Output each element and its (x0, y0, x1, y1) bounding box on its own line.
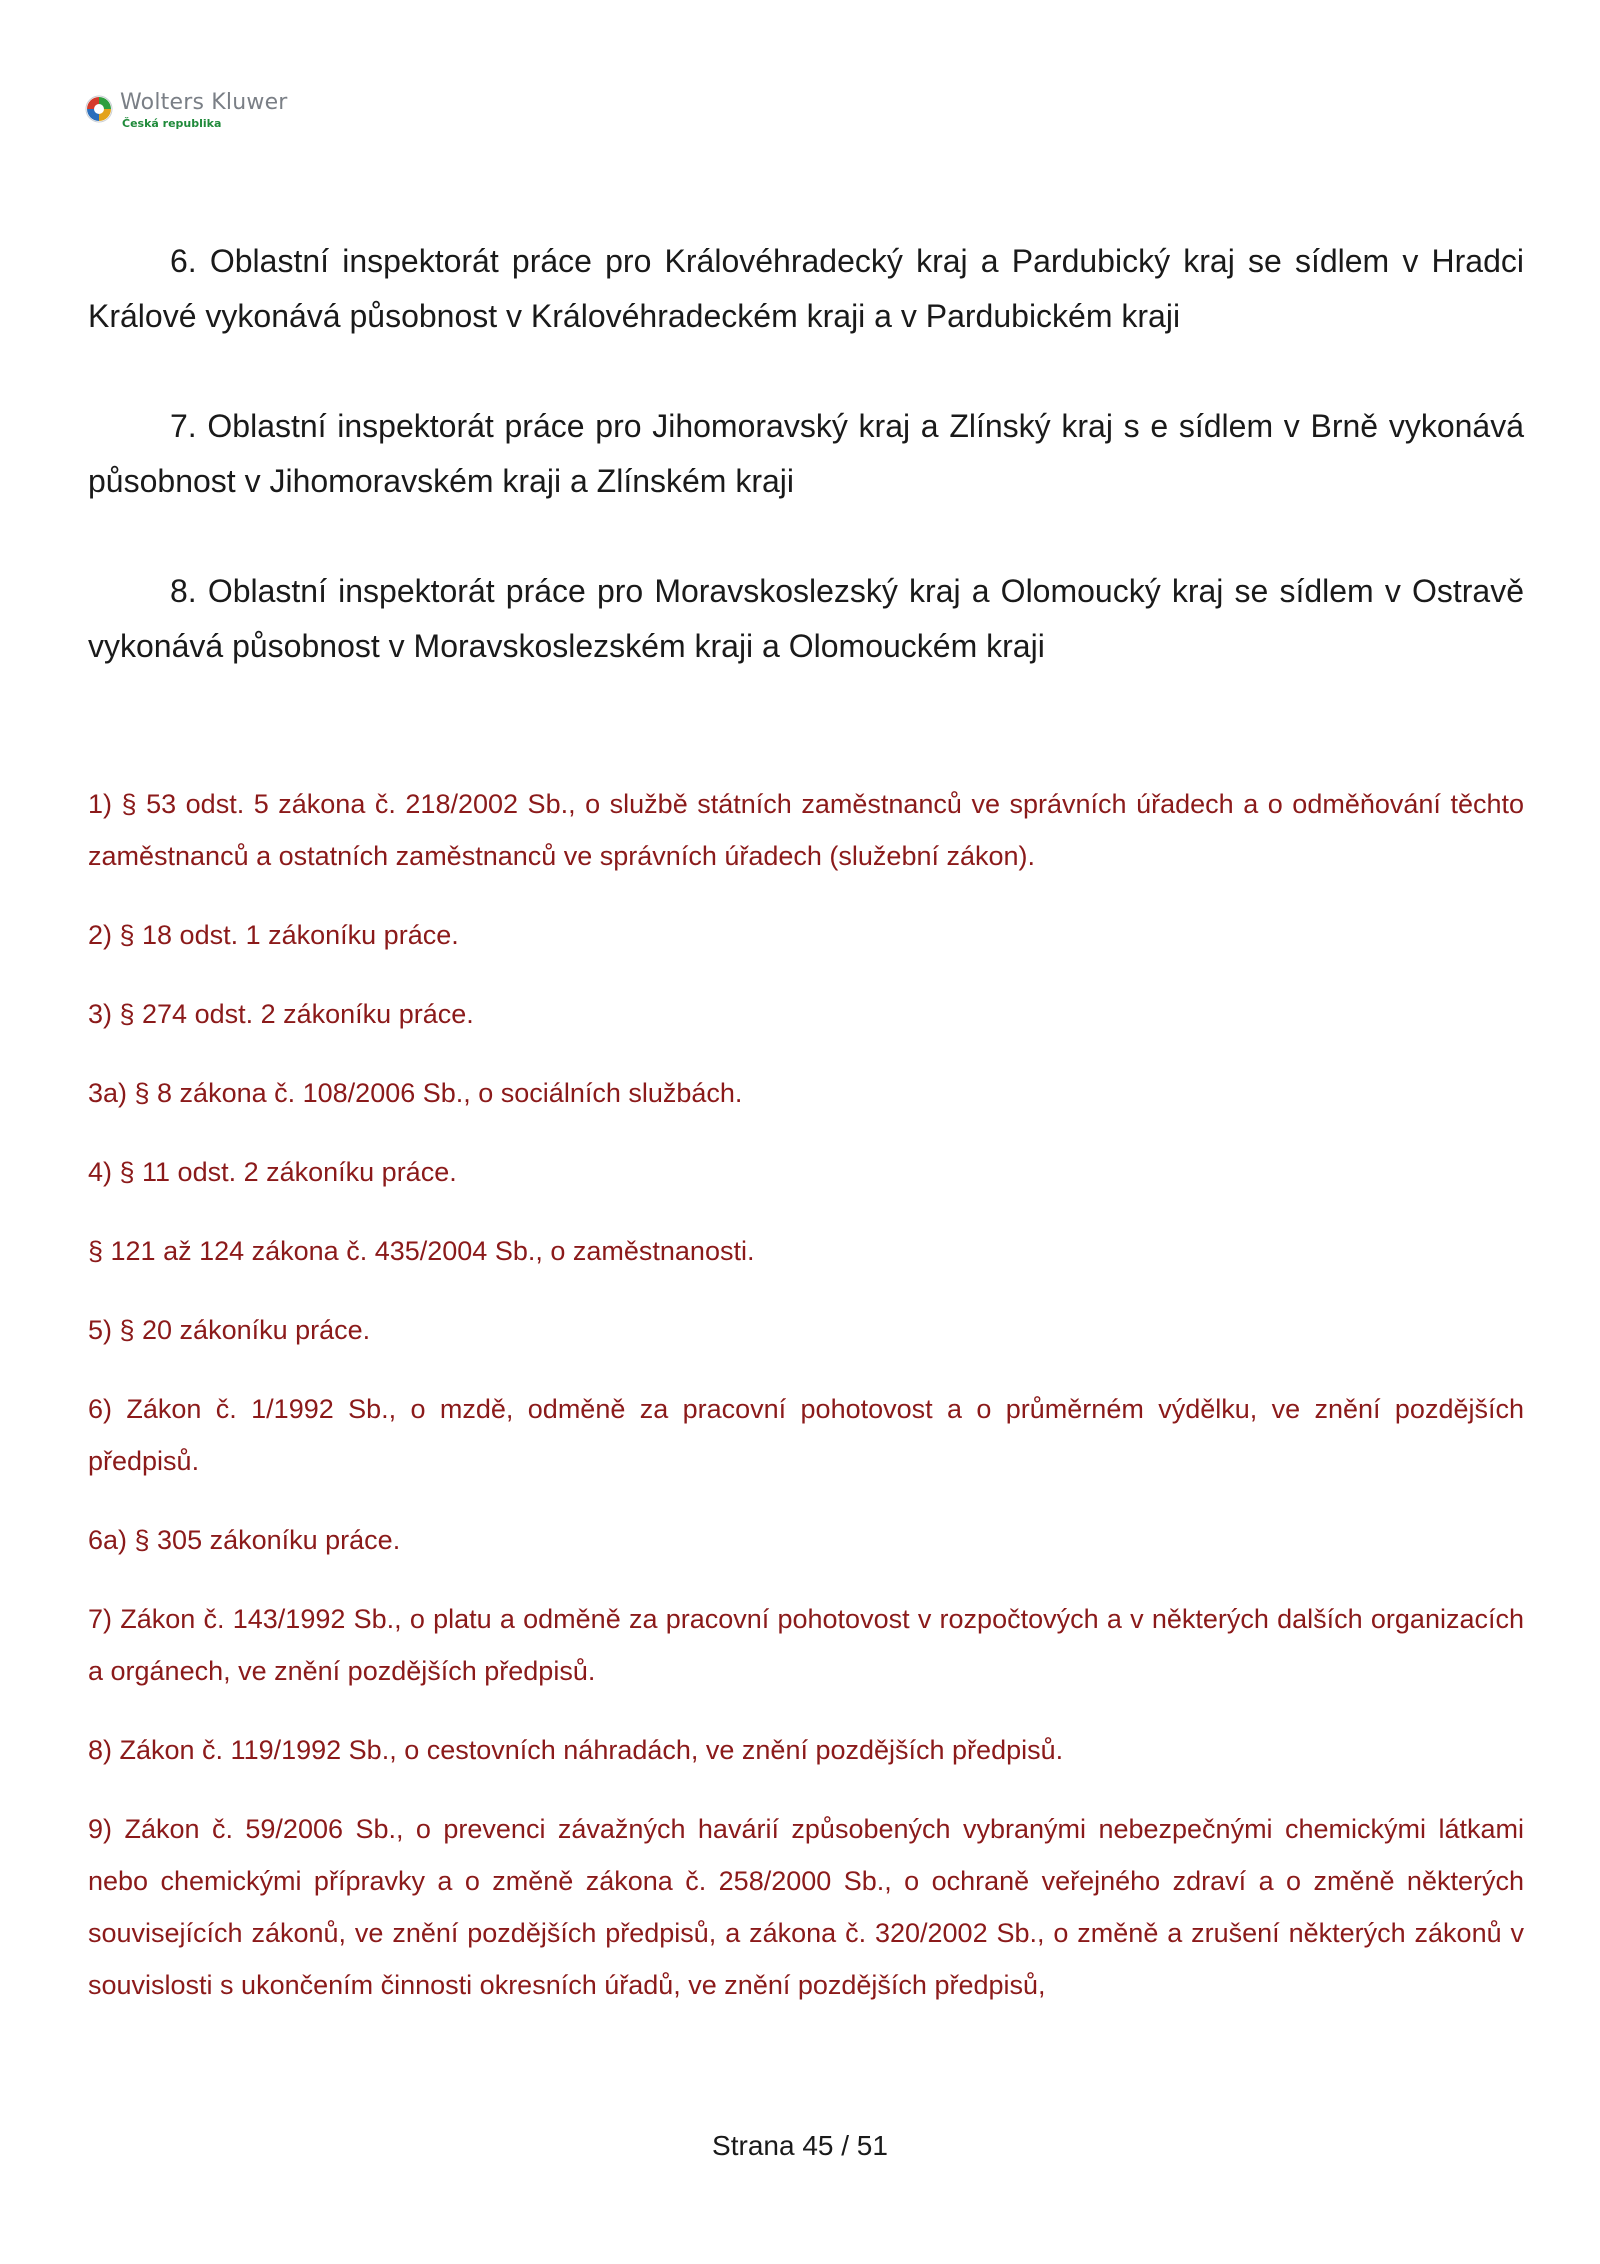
logo-name: Wolters Kluwer (120, 90, 288, 115)
footnote: 9) Zákon č. 59/2006 Sb., o prevenci závažných havárií způsobených vybranými nebezpečnými chemickými látkami nebo chemickými přípravky a o změně zákona č. 258/2000 Sb., o ochraně veřejného zdraví a o změně některých souvisejících zákonů, ve znění pozdějších předpisů, a zákona č. 320/2002 Sb., o změně a zrušení některých zákonů v souvislosti s ukončením činnosti okresních úřadů, ve znění pozdějších předpisů, (88, 1814, 1524, 2000)
footnote: 6) Zákon č. 1/1992 Sb., o mzdě, odměně za pracovní pohotovost a o průměrném výdělku, ve znění pozdějších předpisů. (88, 1394, 1524, 1476)
footnote: § 121 až 124 zákona č. 435/2004 Sb., o zaměstnanosti. (88, 1236, 755, 1266)
footnote: 4) § 11 odst. 2 zákoníku práce. (88, 1157, 457, 1187)
section-paragraph-7: 7. Oblastní inspektorát práce pro Jihomoravský kraj a Zlínský kraj s e sídlem v Brně vykonává působnost v Jihomoravském kraji a Zlínském kraji (88, 408, 1524, 499)
wolters-kluwer-logo (84, 92, 288, 129)
wolters-kluwer-emblem-icon (84, 94, 114, 124)
footnote: 8) Zákon č. 119/1992 Sb., o cestovních náhradách, ve znění pozdějších předpisů. (88, 1735, 1064, 1765)
section-paragraph-8: 8. Oblastní inspektorát práce pro Moravskoslezský kraj a Olomoucký kraj se sídlem v Ostravě vykonává působnost v Moravskoslezském kraji a Olomouckém kraji (88, 573, 1524, 664)
section-paragraph-6: 6. Oblastní inspektorát práce pro Královéhradecký kraj a Pardubický kraj se sídlem v Hradci Králové vykonává působnost v Královéhradeckém kraji a v Pardubickém kraji (88, 243, 1524, 334)
footnote: 2) § 18 odst. 1 zákoníku práce. (88, 920, 459, 950)
main-content (88, 234, 1524, 729)
footnotes-list (88, 778, 1524, 2038)
footnote: 3) § 274 odst. 2 zákoníku práce. (88, 999, 474, 1029)
footnote: 6a) § 305 zákoníku práce. (88, 1525, 401, 1555)
footnote: 5) § 20 zákoníku práce. (88, 1315, 371, 1345)
footnote: 3a) § 8 zákona č. 108/2006 Sb., o sociálních službách. (88, 1078, 743, 1108)
footnote: 7) Zákon č. 143/1992 Sb., o platu a odměně za pracovní pohotovost v rozpočtových a v některých dalších organizacích a orgánech, ve znění pozdějších předpisů. (88, 1604, 1524, 1686)
page-number: Strana 45 / 51 (712, 2130, 888, 2161)
logo-subtitle: Česká republika (122, 117, 222, 130)
footnote: 1) § 53 odst. 5 zákona č. 218/2002 Sb., o službě státních zaměstnanců ve správních úřadech a o odměňování těchto zaměstnanců a ostatních zaměstnanců ve správních úřadech (služební zákon). (88, 789, 1524, 871)
